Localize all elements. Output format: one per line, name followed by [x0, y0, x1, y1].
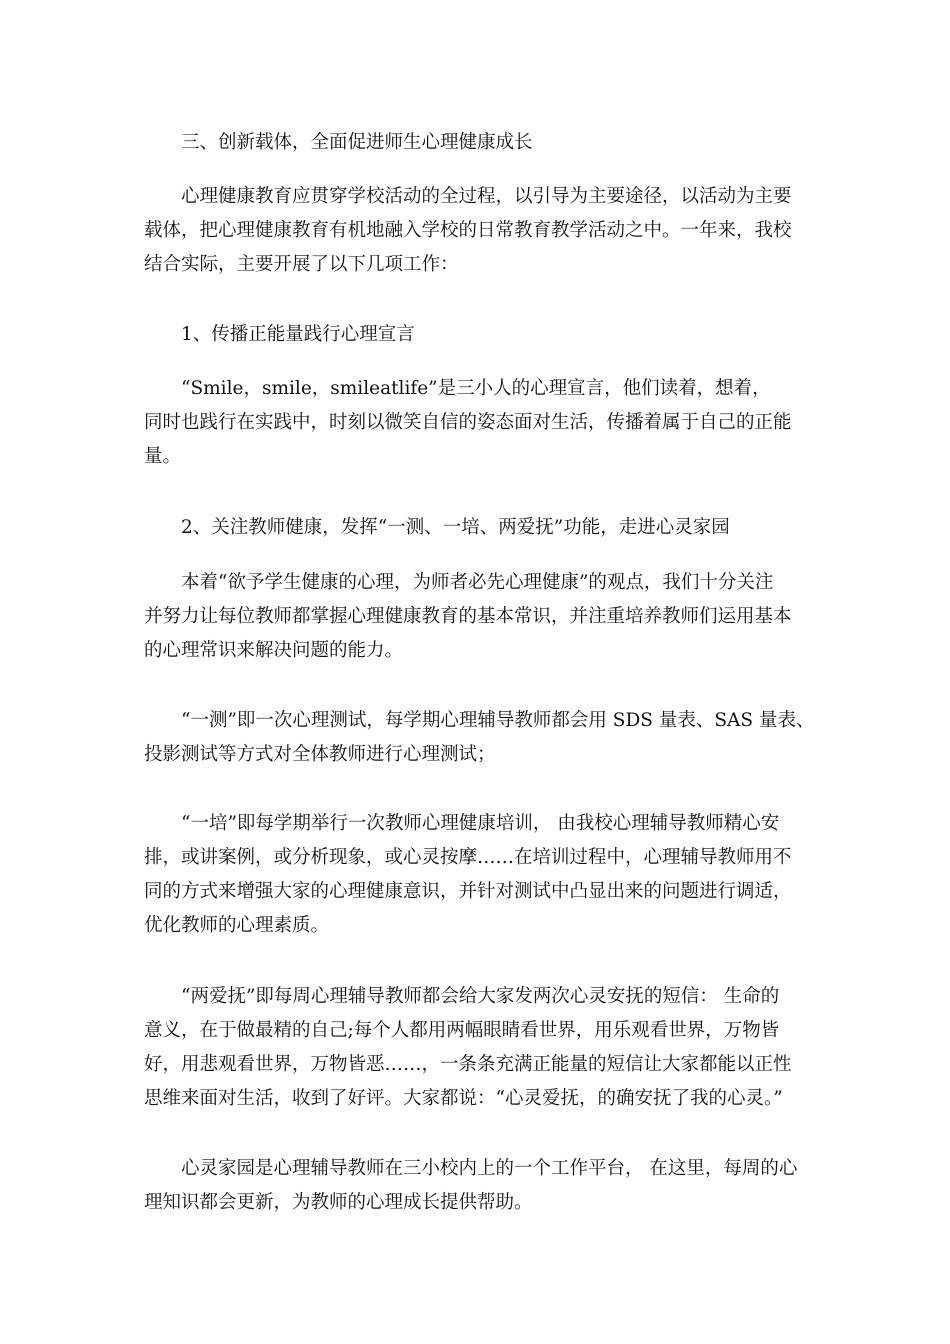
paragraph-line: 本着“欲予学生健康的心理，为师者必先心理健康”的观点，我们十分关注 [181, 572, 774, 593]
paragraph-intro [144, 180, 810, 282]
paragraph-line: 同时也践行在实践中，时刻以微笑自信的姿态面对生活，传播着属于自己的正能 [144, 412, 792, 433]
paragraph-line: 理知识都会更新，为教师的心理成长提供帮助。 [144, 1192, 533, 1213]
paragraph-teacher-health [144, 566, 810, 668]
paragraph-line: 并努力让每位教师都掌握心理健康教育的基本常识，并注重培养教师们运用基本 [144, 606, 792, 627]
subheading-2 [144, 511, 810, 545]
paragraph-line: 排，或讲案例，或分析现象，或心灵按摩……在培训过程中，心理辅导教师用不 [144, 847, 792, 868]
paragraph-line: “一培”即每学期举行一次教师心理健康培训， 由我校心理辅导教师精心安 [181, 813, 780, 834]
section-heading [144, 126, 810, 160]
paragraph-heart-home [144, 1152, 810, 1220]
paragraph-one-test [144, 704, 815, 772]
paragraph-line: 意义，在于做最精的自己;每个人都用两幅眼睛看世界，用乐观看世界，万物皆 [144, 1020, 780, 1041]
paragraph-line: 结合实际，主要开展了以下几项工作： [144, 254, 459, 275]
paragraph-line: 心理健康教育应贯穿学校活动的全过程，以引导为主要途径，以活动为主要 [181, 186, 792, 207]
subheading-text: 2、关注教师健康，发挥“一测、一培、两爱抚”功能，走进心灵家园 [181, 517, 730, 538]
paragraph-line: 量。 [144, 446, 182, 467]
heading-text: 三、创新载体，全面促进师生心理健康成长 [181, 132, 533, 153]
paragraph-line: 心灵家园是心理辅导教师在三小校内上的一个工作平台， 在这里，每周的心 [181, 1158, 798, 1179]
paragraph-line: 载体，把心理健康教育有机地融入学校的日常教育教学活动之中。一年来，我校 [144, 220, 792, 241]
paragraph-line: “Smile，smile，smileatlife”是三小人的心理宣言，他们读着，想着， [181, 378, 771, 399]
paragraph-line: 的心理常识来解决问题的能力。 [144, 640, 404, 661]
paragraph-declaration [144, 372, 810, 474]
paragraph-line: “两爱抚”即每周心理辅导教师都会给大家发两次心灵安抚的短信： 生命的 [181, 986, 780, 1007]
subheading-1 [144, 318, 810, 352]
paragraph-line: 好，用悲观看世界，万物皆恶……，一条条充满正能量的短信让大家都能以正性 [144, 1054, 792, 1075]
paragraph-line: 投影测试等方式对全体教师进行心理测试； [144, 744, 496, 765]
paragraph-line: 同的方式来增强大家的心理健康意识，并针对测试中凸显出来的问题进行调适， [144, 881, 792, 902]
subheading-text: 1、传播正能量践行心理宣言 [181, 324, 415, 345]
paragraph-two-care [144, 980, 810, 1116]
paragraph-line: 思维来面对生活，收到了好评。大家都说：“心灵爱抚，的确安抚了我的心灵。” [144, 1088, 783, 1109]
paragraph-line: “一测”即一次心理测试，每学期心理辅导教师都会用 SDS 量表、SAS 量表、 [181, 710, 815, 731]
paragraph-one-training [144, 807, 810, 943]
paragraph-line: 优化教师的心理素质。 [144, 915, 330, 936]
